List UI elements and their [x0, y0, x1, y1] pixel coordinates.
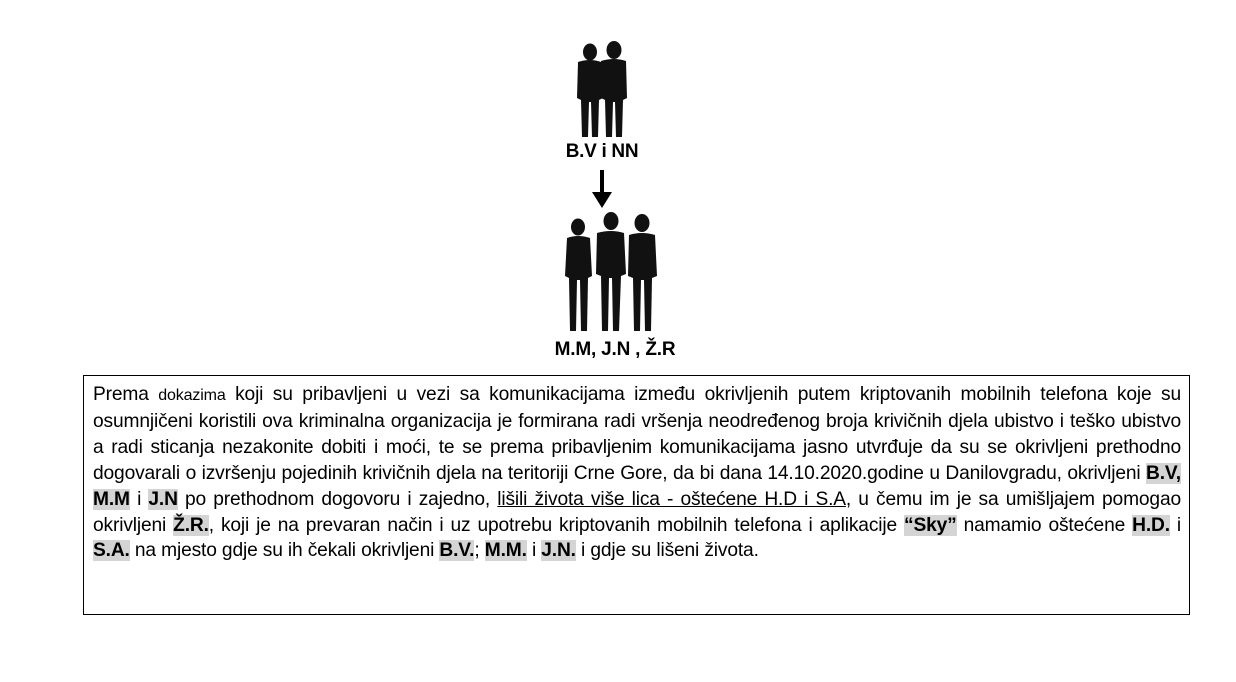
two-persons-silhouette-icon — [563, 40, 643, 140]
description-box — [83, 375, 1190, 615]
highlight-name: B.V, M.M — [93, 462, 1181, 510]
top-group-label: B.V i NN — [565, 141, 639, 162]
bottom-group-label: M.M, J.N , Ž.R — [554, 339, 676, 360]
highlight-name: B.V. — [439, 540, 475, 562]
description-paragraph: Prema dokazima koji su pribavljeni u vezi sa komunikacijama između okrivljenih putem kriptovanih mobilnih telefona koje su osumnjičeni koristili ova kriminalna organizacija je formirana radi vršenja neodređenog broja krivičnih djela ubistvo i teško ubistvo a radi sticanja nezakonite dobiti i moći, te se prema pribavljenim komunikacijama jasno utvrđuje da su se okrivljeni prethodno dogovarali o izvršenju pojedinih krivičnih djela na teritoriji Crne Gore, da bi dana 14.10.2020.godine u Danilovgradu, okrivljeni B.V, M.M i J.N po prethodnom dogovoru i zajedno, lišili života više lica - oštećene H.D i S.A, u čemu im je sa umišljajem pomogao okrivljeni Ž.R., koji je na prevaran način i uz upotrebu kriptovanih mobilnih telefona i aplikacije “Sky” namamio oštećene H.D. i S.A. na mjesto gdje su ih čekali okrivljeni B.V.; M.M. i J.N. i gdje su lišeni života. — [93, 384, 1181, 562]
highlight-name: J.N. — [541, 540, 576, 562]
three-persons-silhouette-icon — [560, 210, 664, 334]
highlight-name: H.D. — [1132, 514, 1170, 536]
highlight-name: J.N — [148, 488, 178, 510]
highlight-app-name: “Sky” — [904, 514, 957, 536]
highlight-name: M.M. — [484, 540, 527, 562]
arrow-down-icon — [590, 170, 614, 210]
underlined-phrase: lišili života više lica - oštećene H.D i S.A — [497, 488, 846, 510]
highlight-name: S.A. — [93, 540, 130, 562]
highlight-name: Ž.R. — [173, 514, 209, 536]
